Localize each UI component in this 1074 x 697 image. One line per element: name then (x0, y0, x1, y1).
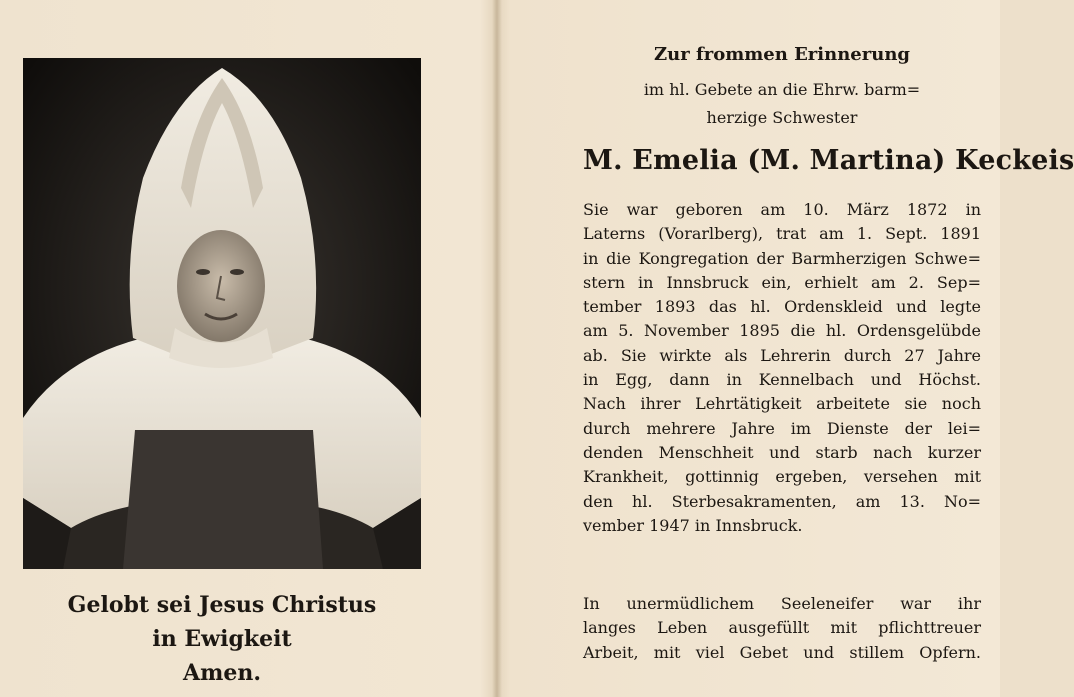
caption-line-3: Amen. (183, 660, 261, 686)
bio-line: Nach ihrer Lehrtätigkeit arbeitete sie noch (583, 394, 981, 414)
bio-line: tember 1893 das hl. Ordenskleid und legte (583, 297, 981, 317)
bio-line: Krankheit, gottinnig ergeben, versehen mit (583, 467, 981, 487)
closing-line: Arbeit, mit viel Gebet und stillem Opfern. (583, 642, 981, 662)
closing-line: In unermüdlichem Seeleneifer war ihr (583, 594, 981, 613)
bio-line: am 5. November 1895 die hl. Ordensgelübde (583, 321, 981, 341)
caption-line-2: in Ewigkeit (152, 626, 292, 652)
closing-line: langes Leben ausgefüllt mit pflichttreuer (583, 618, 981, 638)
biography-paragraph (583, 198, 981, 538)
closing-paragraph (583, 592, 981, 665)
deceased-name: M. Emelia (M. Martina) Keckeis (583, 145, 1074, 176)
header-line-3: herzige Schwester (706, 108, 858, 127)
bio-line: in Egg, dann in Kennelbach und Höchst. (583, 370, 981, 390)
bio-line: ab. Sie wirkte als Lehrerin durch 27 Jahre (583, 345, 981, 365)
portrait-photo (23, 58, 421, 569)
card-fold (492, 0, 502, 697)
bio-line: durch mehrere Jahre im Dienste der lei= (583, 418, 981, 438)
bio-line: stern in Innsbruck ein, erhielt am 2. Sep= (583, 272, 981, 292)
bio-line: vember 1947 in Innsbruck. (583, 515, 803, 535)
bio-line: denden Menschheit und starb nach kurzer (583, 442, 981, 462)
bio-line: in die Kongregation der Barmherzigen Schwe= (583, 248, 981, 268)
header-title: Zur frommen Erinnerung (653, 44, 911, 65)
bio-line: den hl. Sterbesakramenten, am 13. No= (583, 491, 981, 511)
caption-line-1: Gelobt sei Jesus Christus (67, 592, 377, 618)
bio-line: Sie war geboren am 10. März 1872 in (583, 200, 981, 219)
header-line-2: im hl. Gebete an die Ehrw. barm= (643, 80, 921, 99)
bio-line: Laterns (Vorarlberg), trat am 1. Sept. 1891 (583, 224, 981, 244)
